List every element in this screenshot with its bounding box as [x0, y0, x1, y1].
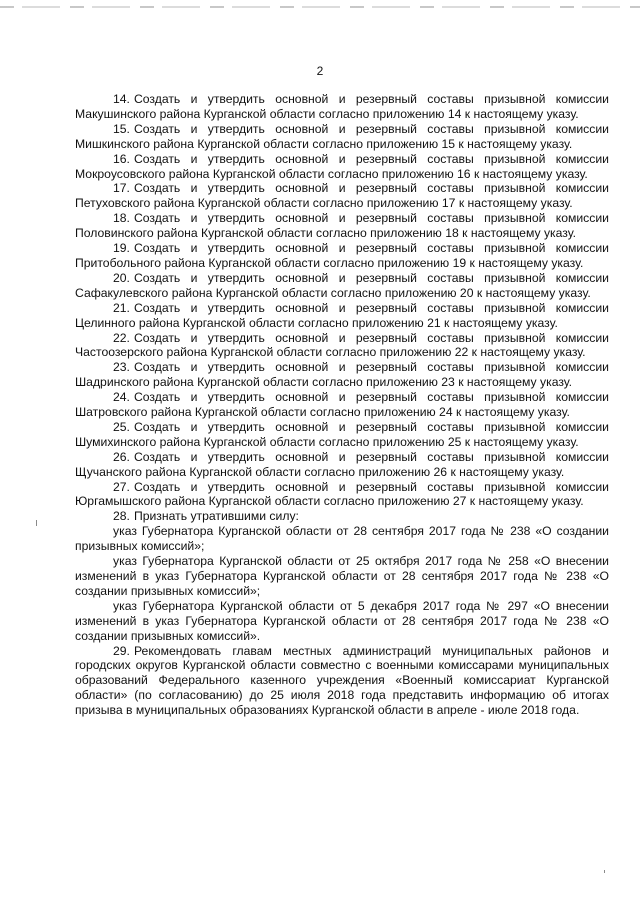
clause-text: Создать и утвердить основной и резервный составы призывной комиссии Притобольного района Курганской области согласно приложению 19 к настоящему указу.: [75, 241, 609, 270]
clause-number: 16.: [113, 151, 130, 166]
clause-number: 26.: [113, 449, 130, 464]
clause-text: Создать и утвердить основной и резервный составы призывной комиссии Половинского района Курганской области согласно приложению 18 к настоящему указу.: [75, 211, 609, 241]
clause-text: Создать и утвердить основной и резервный составы призывной комиссии Сафакулевского района Курганской области согласно приложению 20 к настоящему указу.: [75, 270, 609, 300]
clause-29: [75, 644, 609, 719]
scan-speck: [36, 520, 37, 526]
clause-number: 23.: [113, 360, 130, 375]
clause-text: Рекомендовать главам местных администраций муниципальных районов и городских округов Курганской области совместно с военными комиссарами муниципальных образований Федерального казенного учреждения «Военный комиссариат Курганской области» (по согласованию) до 25 июля 2018 года представить информацию об итогах призыва в муниципальных образованиях Курганской области в апреле - июле 2018 года.: [75, 643, 609, 718]
clause-21: [75, 301, 609, 331]
document-body: [75, 92, 609, 718]
clause-number: 20.: [113, 270, 130, 285]
clause-25: [75, 420, 609, 450]
clause-20: [75, 271, 609, 301]
clause-number: 24.: [113, 390, 130, 405]
repealed-decree-1: указ Губернатора Курганской области от 28 сентября 2017 года № 238 «О создании призывных комиссий»;: [75, 524, 609, 554]
scan-speck: [604, 870, 605, 873]
clause-number: 17.: [113, 181, 130, 196]
clause-23: [75, 360, 609, 390]
clause-text: Создать и утвердить основной и резервный составы призывной комиссии Юргамышского района Курганской области согласно приложению 27 к настоящему указу.: [75, 479, 609, 509]
clause-27: [75, 480, 609, 510]
clause-number: 15.: [113, 121, 130, 136]
clause-26: [75, 450, 609, 480]
repealed-decree-2: указ Губернатора Курганской области от 25 октября 2017 года № 258 «О внесении изменений в указ Губернатора Курганской области от 28 сентября 2017 года № 238 «О создании призывных комиссий»;: [75, 554, 609, 598]
clause-number: 18.: [113, 211, 130, 226]
repealed-decree-3: указ Губернатора Курганской области от 5 декабря 2017 года № 297 «О внесении изменений в указ Губернатора Курганской области от 28 сентября 2017 года № 238 «О создании призывных комиссий».: [75, 598, 609, 643]
clause-number: 29.: [113, 643, 130, 658]
clause-list: [75, 92, 609, 509]
clause-number: 22.: [113, 330, 130, 345]
clause-text: Создать и утвердить основной и резервный составы призывной комиссии Целинного района Курганской области согласно приложению 21 к настоящему указу.: [75, 300, 609, 330]
clause-24: [75, 390, 609, 420]
scan-artifact-line: [0, 6, 640, 8]
clause-19: [75, 241, 609, 271]
clause-text: Создать и утвердить основной и резервный составы призывной комиссии Мокроусовского района Курганской области согласно приложению 16 к настоящему указу.: [75, 151, 609, 181]
clause-text: Создать и утвердить основной и резервный составы призывной комиссии Шумихинского района Курганской области согласно приложению 25 к настоящему указу.: [75, 419, 609, 449]
clause-28: [75, 509, 609, 524]
clause-text: Признать утратившими силу:: [133, 509, 299, 524]
clause-number: 19.: [113, 241, 130, 256]
clause-number: 14.: [113, 92, 130, 106]
clause-text: Создать и утвердить основной и резервный составы призывной комиссии Шадринского района Курганской области согласно приложению 23 к настоящему указу.: [75, 360, 609, 390]
clause-text: Создать и утвердить основной и резервный составы призывной комиссии Мишкинского района Курганской области согласно приложению 15 к настоящему указу.: [75, 121, 609, 151]
clause-15: [75, 122, 609, 152]
clause-text: Создать и утвердить основной и резервный составы призывной комиссии Шатровского района Курганской области согласно приложению 24 к настоящему указу.: [75, 390, 609, 420]
clause-number: 28.: [113, 509, 130, 524]
clause-17: [75, 181, 609, 211]
clause-text: Создать и утвердить основной и резервный составы призывной комиссии Щучанского района Курганской области согласно приложению 26 к настоящему указу.: [75, 449, 609, 479]
clause-22: [75, 331, 609, 361]
clause-number: 25.: [113, 419, 130, 434]
page-number: 2: [316, 64, 324, 78]
clause-14: [75, 92, 609, 122]
clause-text: Создать и утвердить основной и резервный составы призывной комиссии Частоозерского района Курганской области согласно приложению 22 к настоящему указу.: [75, 330, 609, 360]
clause-text: Создать и утвердить основной и резервный составы призывной комиссии Петуховского района Курганской области согласно приложению 17 к настоящему указу.: [75, 181, 609, 211]
clause-number: 27.: [113, 479, 130, 494]
clause-18: [75, 211, 609, 241]
clause-16: [75, 152, 609, 182]
clause-number: 21.: [113, 300, 130, 315]
clause-text: Создать и утвердить основной и резервный составы призывной комиссии Макушинского района Курганской области согласно приложению 14 к настоящему указу.: [75, 92, 609, 121]
